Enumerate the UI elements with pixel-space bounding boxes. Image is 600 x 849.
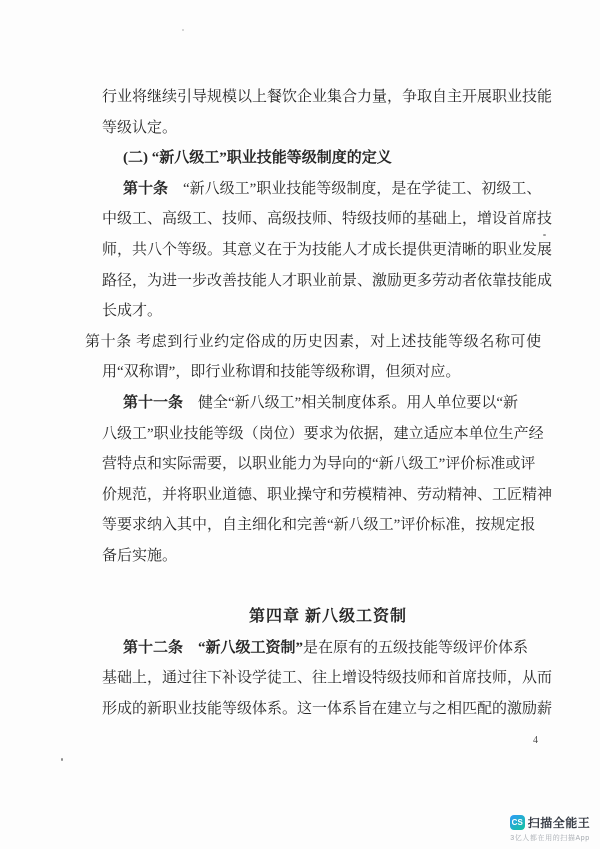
- text-run: 中级工、高级工、技师、高级技师、特级技师的基础上，增设首席技: [102, 211, 553, 228]
- text-run: 用“双称谓”，即行业称谓和技能等级称谓，但须对应。: [102, 364, 461, 381]
- text-line: [102, 113, 554, 144]
- text-run: 备后实施。: [102, 547, 178, 564]
- article-number: 第十一条: [123, 394, 184, 411]
- text-line: [102, 633, 554, 664]
- text-line: [102, 449, 554, 480]
- text-line: [102, 296, 554, 327]
- text-line: [102, 235, 554, 266]
- scan-artifact-speck: [61, 758, 63, 761]
- text-line: [102, 174, 554, 205]
- scan-artifact-speck: [543, 234, 546, 236]
- text-line: [102, 694, 554, 725]
- watermark-tagline: 3亿人都在用的扫描App: [510, 835, 590, 842]
- text-line: [102, 357, 554, 388]
- text-run: 第十条 考虑到行业约定俗成的历史因素，对上述技能等级名称可使: [85, 333, 542, 350]
- text-run: 行业将继续引导规模以上餐饮企业集合力量，争取自主开展职业技能: [102, 89, 553, 105]
- text-run: 价规范，并将职业道德、职业操守和劳模精神、劳动精神、工匠精神: [102, 486, 553, 503]
- text-run: (二) “新八级工”职业技能等级制度的定义: [123, 150, 392, 167]
- text-run: 基础上，通过往下补设学徒工、往上增设特级技师和首席技师，从而: [102, 670, 553, 687]
- camscanner-watermark: [506, 814, 594, 843]
- camscanner-logo-icon: [510, 815, 525, 830]
- text-run: 形成的新职业技能等级体系。这一体系旨在建立与之相匹配的激励薪: [102, 700, 553, 717]
- text-run: 路径，为进一步改善技能人才职业前景、激励更多劳动者依靠技能成: [102, 272, 553, 289]
- text-line: [85, 327, 554, 358]
- text-run: 等要求纳入其中，自主细化和完善“新八级工”评价标准，按规定报: [102, 517, 536, 534]
- scan-artifact-speck: [182, 29, 184, 31]
- camscanner-logo-text: CS: [511, 818, 523, 827]
- text-line: [102, 388, 554, 419]
- chapter-heading: [102, 602, 554, 633]
- text-run: 是在原有的五级技能等级评价体系: [303, 639, 529, 656]
- text-run: 师，共八个等级。其意义在于为技能人才成长提供更清晰的职业发展: [102, 241, 553, 258]
- text-line: [102, 510, 554, 541]
- document-body: [85, 82, 554, 724]
- text-run: 八级工”职业技能等级（岗位）要求为依据，建立适应本单位生产经: [102, 425, 544, 442]
- article-number: 第十条: [123, 180, 169, 197]
- text-run: 等级认定。: [102, 119, 178, 136]
- page-number: 4: [533, 735, 538, 746]
- text-run: 营特点和实际需要，以职业能力为导向的“新八级工”评价标准或评: [102, 456, 536, 473]
- text-run: 长成才。: [102, 303, 163, 320]
- watermark-app-name: 扫描全能王: [527, 816, 591, 830]
- text-line: [102, 204, 554, 235]
- text-line: [102, 82, 554, 113]
- article-number: 第十二条 “新八级工资制”: [123, 639, 304, 656]
- text-line: [102, 541, 554, 572]
- chapter-heading-text: 第四章 新八级工资制: [248, 608, 407, 626]
- text-run: “新八级工”职业技能等级制度，是在学徒工、初级工、: [168, 180, 542, 197]
- watermark-logo-row: [506, 814, 594, 831]
- text-run: 健全“新八级工”相关制度体系。用人单位要以“新: [183, 394, 518, 411]
- section-subheading: [102, 143, 554, 174]
- text-line: [102, 663, 554, 694]
- text-line: [102, 419, 554, 450]
- text-line: [102, 480, 554, 511]
- text-line: [102, 266, 554, 297]
